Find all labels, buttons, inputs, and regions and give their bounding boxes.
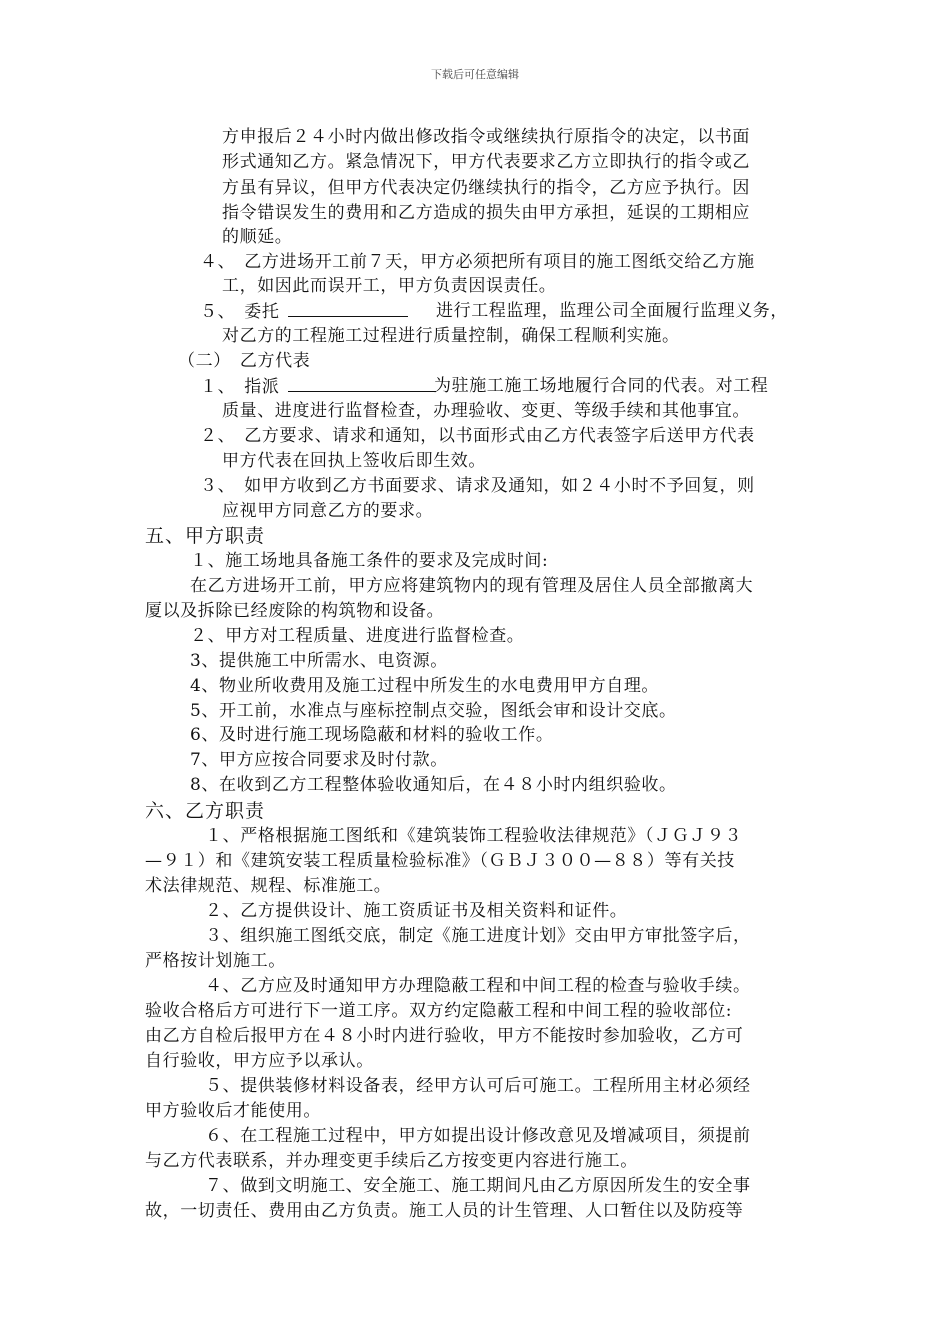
section-subtitle: （二） 乙方代表 [178,351,311,371]
text-line: 8、在收到乙方工程整体验收通知后，在４８小时内组织验收。 [190,775,677,795]
representative-blank [288,375,436,392]
entrust-label: ５、 委托 [200,302,280,322]
text-line: 严格按计划施工。 [145,951,286,971]
text-line: ２、甲方对工程质量、进度进行监督检查。 [190,626,525,646]
text-line: 为驻施工施工场地履行合同的代表。对工程 [434,376,769,396]
text-line: 术法律规范、规程、标准施工。 [145,876,392,896]
text-line: 甲方验收后才能使用。 [145,1101,321,1121]
assign-label: １、 指派 [200,377,280,397]
text-line: 6、及时进行施工现场隐蔽和材料的验收工作。 [190,725,554,745]
text-line: ３、 如甲方收到乙方书面要求、请求及通知，如２４小时不予回复，则 [200,476,755,496]
text-line: 进行工程监理，监理公司全面履行监理义务， [436,301,788,321]
text-line: 5、开工前，水准点与座标控制点交验，图纸会审和设计交底。 [190,701,677,721]
text-line: ２、 乙方要求、请求和通知，以书面形式由乙方代表签字后送甲方代表 [200,426,755,446]
text-line: 对乙方的工程施工过程进行质量控制，确保工程顺利实施。 [222,326,680,346]
text-line: 自行验收，甲方应予以承认。 [145,1051,374,1071]
text-line: ７、做到文明施工、安全施工、施工期间凡由乙方原因所发生的安全事 [205,1176,751,1196]
supervisor-blank [288,300,408,317]
text-line: 故，一切责任、费用由乙方负责。施工人员的计生管理、人口暂住以及防疫等 [145,1201,744,1221]
text-line: 4、物业所收费用及施工过程中所发生的水电费用甲方自理。 [190,676,660,696]
text-line: 甲方代表在回执上签收后即生效。 [222,451,486,471]
text-line [200,375,436,398]
text-line: 验收合格后方可进行下一道工序。双方约定隐蔽工程和中间工程的验收部位: [145,1001,733,1021]
text-line: ４、 乙方进场开工前７天，甲方必须把所有项目的施工图纸交给乙方施 [200,252,755,272]
text-line: 方申报后２４小时内做出修改指令或继续执行原指令的决定，以书面 [222,127,750,147]
text-line: 质量、进度进行监督检查，办理验收、变更、等级手续和其他事宜。 [222,401,750,421]
text-line: 形式通知乙方。紧急情况下，甲方代表要求乙方立即执行的指令或乙 [222,152,750,172]
text-line: ４、乙方应及时通知甲方办理隐蔽工程和中间工程的检查与验收手续。 [205,976,751,996]
text-line: 的顺延。 [222,227,293,247]
text-line: 由乙方自检后报甲方在４８小时内进行验收，甲方不能按时参加验收，乙方可 [145,1026,744,1046]
text-line: 方虽有异议，但甲方代表决定仍继续执行的指令，乙方应予执行。因 [222,178,750,198]
text-line: 工，如因此而误开工，甲方负责因误责任。 [222,276,557,296]
text-line: １、严格根据施工图纸和《建筑装饰工程验收法律规范》（ＪＧＪ９３ [205,826,743,846]
text-line: １、施工场地具备施工条件的要求及完成时间: [190,551,549,571]
text-line: —９１）和《建筑安装工程质量检验标准》（ＧＢＪ３００—８８）等有关技 [145,851,735,871]
text-line: 厦以及拆除已经废除的构筑物和设备。 [145,601,445,621]
text-line [200,300,408,323]
text-line: 在乙方进场开工前，甲方应将建筑物内的现有管理及居住人员全部撤离大 [190,576,754,596]
page-header: 下载后可任意编辑 [431,68,519,81]
section-heading: 五、甲方职责 [145,525,266,547]
text-line: 与乙方代表联系，并办理变更手续后乙方按变更内容进行施工。 [145,1151,638,1171]
text-line: ５、提供装修材料设备表，经甲方认可后可施工。工程所用主材必须经 [205,1076,751,1096]
text-line: 3、提供施工中所需水、电资源。 [190,651,448,671]
section-heading: 六、乙方职责 [145,800,266,822]
text-line: 7、甲方应按合同要求及时付款。 [190,750,448,770]
text-line: ３、组织施工图纸交底，制定《施工进度计划》交由甲方审批签字后， [205,926,751,946]
text-line: 应视甲方同意乙方的要求。 [222,501,434,521]
text-line: 指令错误发生的费用和乙方造成的损失由甲方承担，延误的工期相应 [222,203,750,223]
text-line: ２、乙方提供设计、施工资质证书及相关资料和证件。 [205,901,628,921]
text-line: ６、在工程施工过程中，甲方如提出设计修改意见及增减项目，须提前 [205,1126,751,1146]
